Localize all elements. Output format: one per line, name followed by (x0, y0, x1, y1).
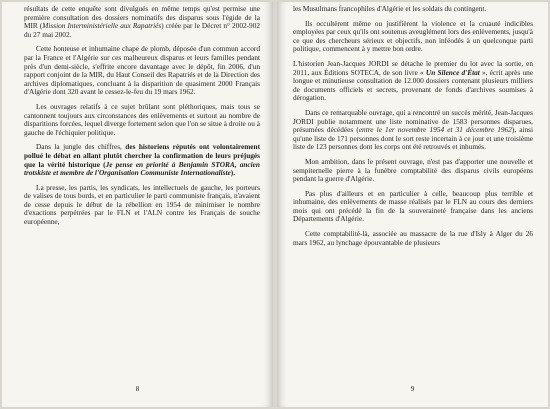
paragraph (293, 230, 533, 247)
left-page-text (24, 5, 260, 227)
text-run: L'historien Jean-Jacques JORDI se détache le premier du lot avec la sortie, en 2011, aux Éditions SOTECA, de son livre « (293, 58, 533, 77)
paragraph (24, 103, 260, 137)
paragraph (24, 184, 260, 227)
paragraph (293, 190, 533, 224)
text-run: Les ouvrages relatifs à ce sujet brûlant sont pléthoriques, mais tous se cantonnent toujours aux circonstances des enlèvements et surtout au nombre de disparitions forcées, lequel diverge fortement selon que l'on se situe à droite ou à gauche de l'échiquier politique. (24, 101, 260, 137)
paragraph (293, 109, 533, 152)
text-run: Cette honteuse et inhumaine chape de plomb, déposée d'un commun accord par la France et l'Algérie sur ces malheureux disparus et leurs familles pendant près d'un demi-siècle, s'effrite encore davantage avec le dépôt, fin 2006, d'un rapport conjoint de la MIR, du Haut Conseil des Rapatriés et de la Direction des archives diplomatiques, concluant à la disparition de quasiment 2000 Français d'Algérie dont 320 avant le cessez-le-feu du 19 mars 1962. (24, 44, 260, 97)
text-run: Dans la jungle des chiffres, (36, 142, 126, 152)
text-run: ). (230, 168, 236, 178)
right-page (277, 2, 548, 407)
text-run: Mission Interministérielle aux Rapatriés (42, 21, 162, 31)
paragraph (293, 60, 533, 103)
right-page-text (293, 5, 533, 247)
text-run: résultats de cette enquête sont divulgués en même temps qu'est permise une première consultation des dossiers nominatifs des disparus sous l'égide de la MIR ( (24, 4, 260, 31)
paragraph (24, 5, 260, 39)
text-run: Mon ambition, dans le présent ouvrage, n'est pas d'apporter une nouvelle et sempiternelle pierre à la funèbre comptabilité des disparus civils européens pendant la guerre d'Algérie. (293, 156, 533, 184)
paragraph (24, 143, 260, 177)
text-run: », écrit après une longue et minutieuse consultation de 12.000 dossiers contenant plusieurs milliers de documents officiels et secrets, provenant de fonds d'archives soumises à dérogation. (293, 67, 533, 103)
right-page-number: 9 (410, 385, 415, 393)
text-run: Un Silence d'État (425, 67, 480, 77)
text-run: Pas plus d'ailleurs et en particulier à celle, beaucoup plus terrible et inhumaine, des enlèvements de masse réalisés par le FLN au cours des derniers mois qui ont précédé la fin de la souveraineté française dans les anciens Départements d'Algérie. (293, 188, 533, 224)
text-run: les Musulmans francophiles d'Algérie et les soldats du contingent. (293, 4, 487, 13)
text-run: Ils occultèrent même ou justifièrent la violence et la cruauté indicibles employées par ceux qu'ils ont soutenus aveuglément lors des enlèvements, jusqu'à ce que des chercheurs sérieux et objectifs, non inféodés à un quelconque parti politique, commencent à y mettre bon ordre. (293, 18, 533, 54)
text-run: Cette comptabilité-là, associée au massacre de la rue d'Isly à Alger du 26 mars 1962, au lynchage épouvantable de plusieurs (293, 229, 533, 247)
left-page (2, 2, 273, 407)
text-run: entre le 1er novembre 1954 et 31 décembre 1962 (358, 125, 512, 135)
paragraph (293, 5, 533, 14)
text-run: Dans ce remarquable ouvrage, qui a rencontré un succès mérité, Jean-Jacques JORDI publie notamment une liste nominative de 1583 personnes disparues, présumées décédées ( (293, 107, 533, 135)
paragraph (24, 45, 260, 97)
text-run: ), ainsi qu'une liste de 171 personnes dont le sort reste incertain à ce jour et une troisième liste de 123 personnes dont les corps ont été retrouvés et inhumés. (293, 125, 533, 152)
paragraph (293, 158, 533, 184)
paragraph (293, 20, 533, 54)
text-run: ) créée par le Décret n° 2002-902 du 27 mai 2002. (24, 21, 261, 39)
text-run: des historiens réputés ont volontairement pollué le débat en allant plutôt chercher la confirmation de leurs préjugés que la vérité historique ( (24, 142, 261, 169)
text-run: La presse, les partis, les syndicats, les intellectuels de gauche, les porteurs de valises de tous bords, et en particulier le parti communiste français, n'avaient de cesse depuis le début de la rébellion en 1954 de minimiser le nombre d'exactions perpétrées par le FLN et l'ALN contre les Français de souche européenne, (24, 182, 260, 227)
left-page-number: 8 (135, 385, 140, 393)
text-run: Je pense en priorité à Benjamin STORA, ancien trotskiste et membre de l'Organisation Communiste Internationaliste (24, 159, 260, 178)
